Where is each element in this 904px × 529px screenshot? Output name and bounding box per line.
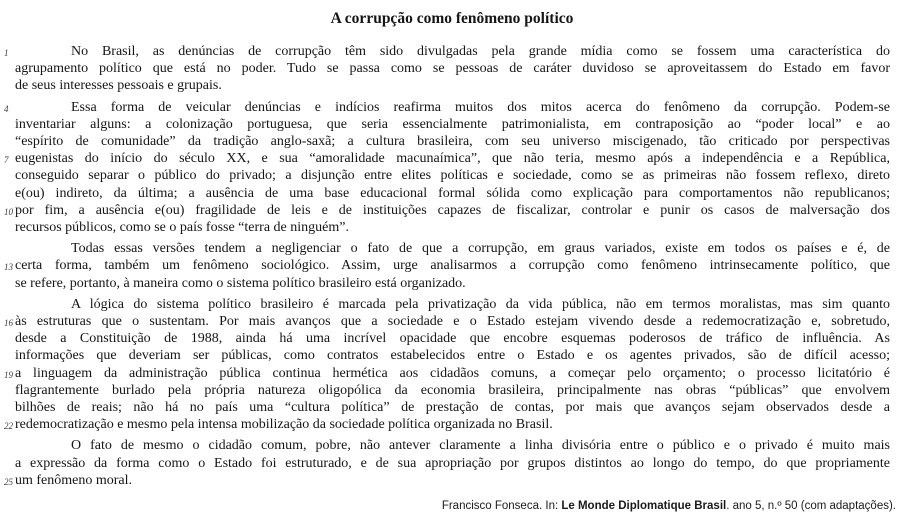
line-text: agrupamento político que está no poder. Tudo se passa como se pessoas de caráter duvidoso se aproveitassem do Estado em favor (15, 61, 890, 77)
line-text: conseguido separar o público do privado; a disjunção entre elites políticas e sociedade, como se as primeiras não fossem reflexo, direto (15, 168, 890, 184)
line-number: 1 (4, 48, 9, 58)
line-number: 4 (4, 103, 9, 114)
line-text: flagrantemente burlado pela própria natureza oligopólica da economia brasileira, principalmente nas obras “públicas” que envolvem (15, 382, 890, 398)
text-line (0, 257, 890, 274)
citation-source: Le Monde Diplomatique Brasil (561, 500, 727, 513)
line-number (0, 382, 15, 399)
line-text: A lógica do sistema político brasileiro é marcada pela privatização da vida pública, não em termos moralistas, mas sim quanto (71, 296, 890, 312)
line-number (0, 185, 15, 202)
line-number (0, 219, 15, 236)
line-text: Essa forma de veicular denúncias e indícios reafirma muitos dos mitos acerca do fenômeno da corrupção. Podem-se (71, 99, 890, 115)
text-line (0, 399, 890, 416)
line-text: inventariar alguns: a colonização portuguesa, que seria essencialmente patrimonialista, em contraposição ao “poder local” e ao (15, 116, 890, 132)
text-line (0, 296, 890, 313)
line-number: 25 (4, 476, 13, 487)
text-line (0, 185, 890, 202)
text-line (0, 150, 890, 167)
line-number: 16 (4, 318, 13, 329)
line-text: O fato de mesmo o cidadão comum, pobre, não antever claramente a linha divisória entre o público e o privado é muito mais (71, 438, 890, 454)
line-number (0, 116, 15, 133)
line-text: redemocratização e mesmo pela intensa mobilização da sociedade política organizada no Brasil. (15, 417, 553, 433)
line-number: 7 (4, 155, 9, 166)
text-line (0, 330, 890, 347)
line-number (0, 437, 15, 454)
text-line (0, 133, 890, 150)
line-number (0, 399, 15, 416)
text-line (0, 313, 890, 330)
text-line (0, 382, 890, 399)
line-text: se refere, portanto, à maneira como o sistema político brasileiro está organizado. (15, 275, 466, 291)
text-line (0, 275, 890, 292)
document-title: A corrupção como fenômeno político (330, 10, 574, 27)
line-text: bilhões de reais; não há no país uma “cultura política” de prestação de contas, por mais que avanços sejam observados desde a (15, 400, 890, 416)
line-text: recursos públicos, como se o país fosse “terra de ninguém”. (15, 220, 349, 236)
text-line (0, 472, 890, 489)
line-number (0, 60, 15, 77)
line-text: eugenistas do início do século XX, e sua “amoralidade macunaímica”, que não teria, mesmo após a independência e a República, (15, 151, 890, 167)
text-line (0, 365, 890, 382)
line-text: No Brasil, as denúncias de corrupção têm sido divulgadas pela grande mídia como se fossem uma característica do (71, 44, 890, 59)
line-text: de seus interesses pessoais e grupais. (15, 78, 222, 94)
text-line (0, 202, 890, 219)
line-number (0, 240, 15, 257)
line-number (0, 296, 15, 313)
line-number (0, 455, 15, 472)
line-text: às estruturas que o sustentam. Por mais avanços que a sociedade e o Estado estejam vivendo desde a redemocratização e, sobretudo, (15, 314, 890, 330)
text-line (0, 77, 890, 94)
text-line (0, 60, 890, 77)
line-text: a expressão da forma como o Estado foi estruturado, e de sua apropriação por grupos distintos ao longo do tempo, do que propriamente (15, 455, 890, 471)
text-line (0, 240, 890, 257)
text-line (0, 43, 890, 60)
line-text: e(ou) indireto, da última; a ausência de uma base educacional formal sólida como explicação para comportamentos não republicanos; (15, 185, 890, 201)
line-text: certa forma, também um fenômeno sociológico. Assim, urge analisarmos a corrupção como fenômeno intrinsecamente político, que (15, 258, 890, 274)
line-number: 13 (4, 262, 13, 273)
line-text: a linguagem da administração pública continua hermética aos cidadãos comuns, a começar pelo orçamento; o processo licitatório é (15, 365, 890, 381)
line-number: 22 (4, 421, 13, 432)
text-line (0, 416, 890, 433)
text-line (0, 437, 890, 454)
line-number (0, 347, 15, 364)
line-number (0, 275, 15, 292)
line-text: desde a Constituição de 1988, ainda há uma incrível opacidade que encobre esquemas poderosos de tráfico de influência. As (15, 331, 890, 347)
text-line (0, 455, 890, 472)
text-line (0, 116, 890, 133)
line-number: 19 (4, 369, 13, 380)
line-number (0, 167, 15, 184)
line-text: um fenômeno moral. (15, 472, 133, 488)
citation-author: Francisco Fonseca. In: (441, 500, 562, 513)
text-line (0, 99, 890, 116)
line-text: informações que deveriam ser públicas, como contratos estabelecidos entre o Estado e os agentes privados, são de difícil acesso; (15, 348, 890, 364)
text-line (0, 167, 890, 184)
text-body (0, 43, 904, 489)
line-text: “espírito de comunidade” da tradição anglo-saxã; a cultura brasileira, com seu universo miscigenado, tão criticado por perspectivas (15, 134, 890, 150)
citation-details: . ano 5, n.º 50 (com adaptações). (726, 500, 896, 513)
line-number (0, 133, 15, 150)
text-line (0, 219, 890, 236)
line-number: 10 (4, 206, 13, 217)
line-text: por fim, a ausência e(ou) fragilidade de leis e de instituições capazes de fiscalizar, controlar e punir os casos de malversação dos (15, 202, 890, 218)
line-text: Todas essas versões tendem a negligenciar o fato de que a corrupção, em graus variados, existe em todos os países e é, de (71, 241, 890, 257)
line-number (0, 330, 15, 347)
text-line (0, 347, 890, 364)
line-number (0, 77, 15, 94)
citation (0, 500, 904, 512)
